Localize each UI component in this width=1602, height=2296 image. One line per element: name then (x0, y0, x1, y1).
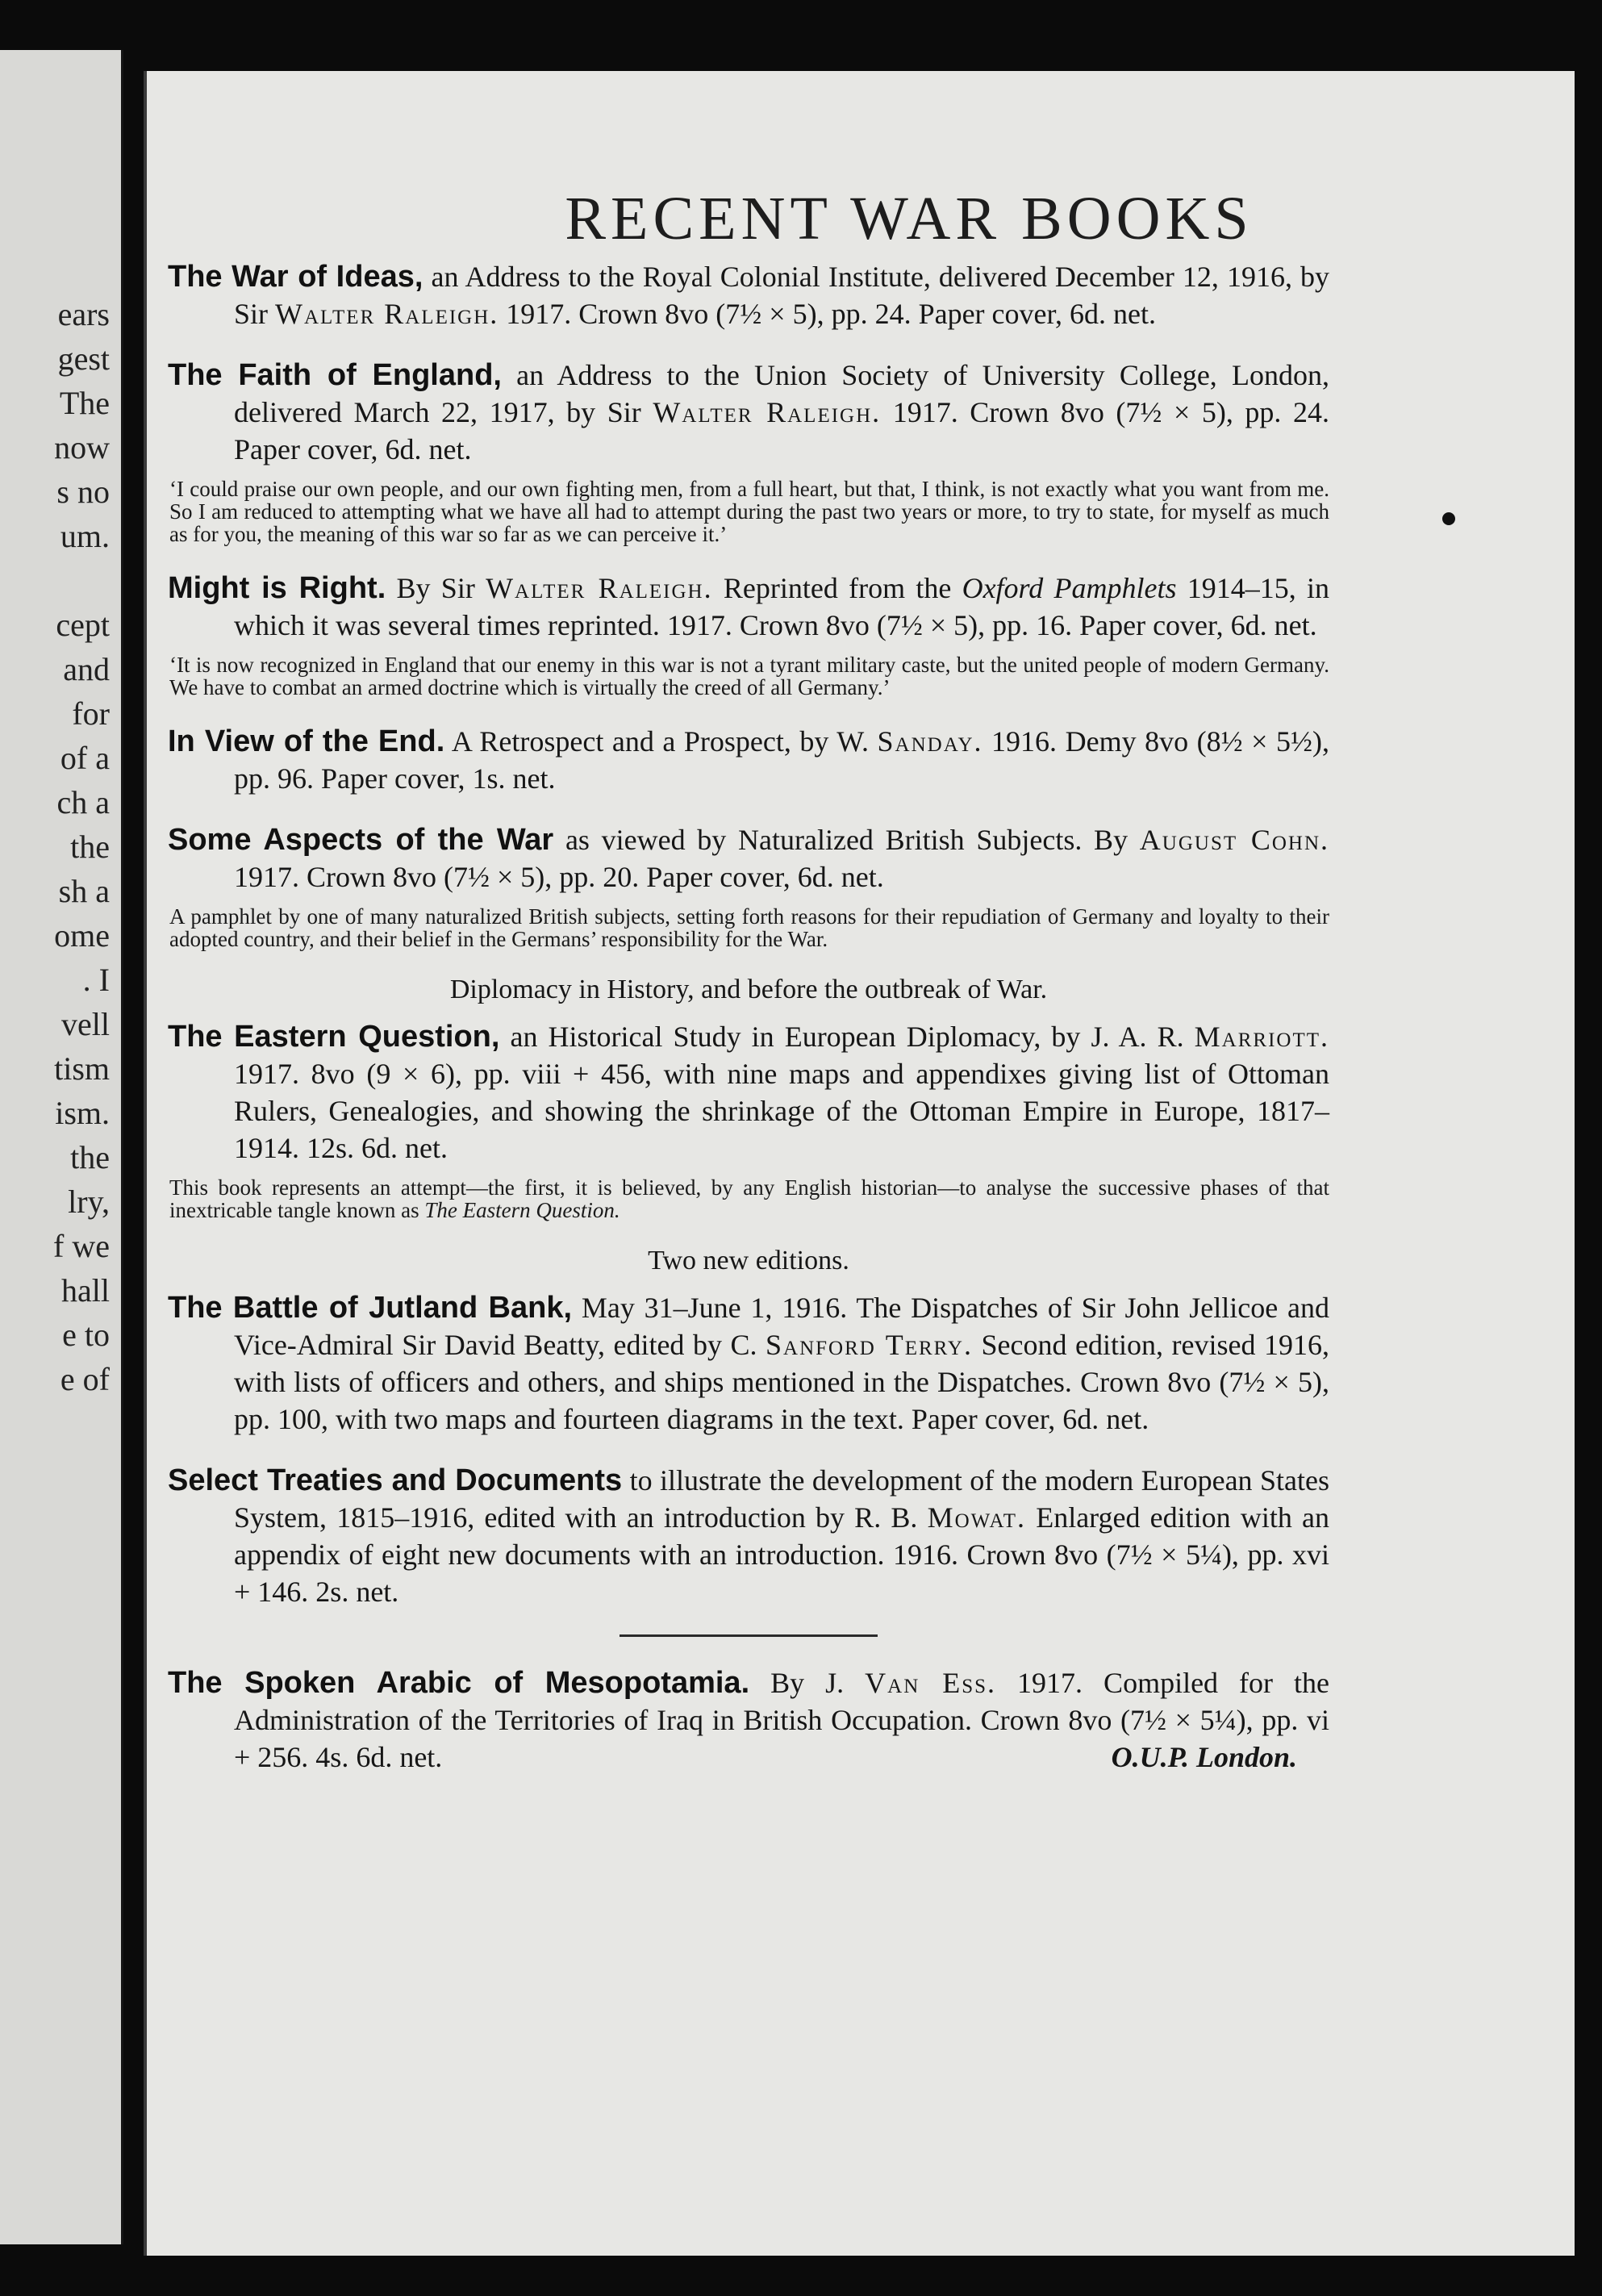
entry-body (168, 1289, 1329, 1438)
book-entry (168, 1289, 1329, 1438)
fragment-line: the (70, 1139, 110, 1175)
book-title: Might is Right. (168, 571, 386, 605)
author-name: Walter Raleigh. (653, 396, 882, 428)
book-entry (168, 258, 1329, 332)
ink-dot-mark (1442, 512, 1455, 525)
fragment-line: tism (54, 1050, 110, 1087)
entry-details: 1914–15, in which it was several times reprinted. 1917. Crown 8vo (7½ × 5), pp. 16. Paper cover, 6d. net. (234, 572, 1330, 641)
fragment-line: ome (54, 917, 110, 954)
series-title: Oxford Pamphlets (962, 572, 1177, 604)
entry-details: 1917. Compiled for the Administration of the Territories of Iraq in British Occupation. Crown 8vo (7½ × 5¼), pp. vi + 256. 4s. 6d. net. (234, 1667, 1329, 1773)
fragment-line: um. (60, 518, 110, 554)
entry-body (168, 821, 1329, 895)
fragment-line: of a (60, 740, 110, 776)
book-title: The War of Ideas, (168, 260, 423, 294)
quote-italic: The Eastern Question. (424, 1198, 620, 1222)
fragment-line: . I (82, 962, 110, 998)
fragment-line: now (54, 429, 110, 465)
publisher-imprint: O.U.P. London. (1111, 1741, 1297, 1773)
entry-quote: ‘It is now recognized in England that our enemy in this war is not a tyrant military caste, but the united people of modern Germany. We have to combat an armed doctrine which is virtually the creed of all Germany.’ (169, 653, 1329, 699)
author-name: Van Ess. (865, 1667, 997, 1699)
entry-body (168, 357, 1329, 468)
entry-details: 1917. 8vo (9 × 6), pp. viii + 456, with nine maps and appendixes giving list of Ottoman Rulers, Genealogies, and showing the shrinkage of the Ottoman Empire in Europe, 1817–1914. 12s. 6d. net. (234, 1058, 1329, 1164)
fragment-gap (53, 558, 110, 603)
fragment-line: vell (61, 1006, 110, 1042)
entry-text: A Retrospect and a Prospect, by W. (444, 725, 878, 758)
entry-details: 1916. Demy 8vo (8½ × 5½), pp. 96. Paper cover, 1s. net. (234, 725, 1330, 795)
fragment-line: ch a (56, 784, 110, 820)
fragment-line: sh a (58, 873, 110, 909)
book-entry (168, 1664, 1329, 1776)
fragment-line: ism. (55, 1095, 110, 1131)
entry-details: Enlarged edition with an appendix of eight new documents with an introduction. 1916. Crown 8vo (7½ × 5¼), pp. xvi + 146. 2s. net. (234, 1501, 1329, 1608)
fragment-line: e to (62, 1317, 110, 1353)
book-title: The Faith of England, (168, 358, 502, 392)
book-entry (168, 357, 1329, 545)
entry-quote: ‘I could praise our own people, and our own fighting men, from a full heart, but that, I think, is not exactly what you want from me. So I am reduced to attempting what we have all had to attempt during the past two years or more, to try to state, for myself as much as for you, the meaning of this war so far as we can perceive it.’ (169, 477, 1329, 546)
fragment-line: f we (53, 1228, 110, 1264)
section-heading: Two new editions. (648, 1246, 849, 1275)
entry-text: By Sir (386, 572, 486, 604)
divider-rule (620, 1634, 878, 1637)
entry-body (168, 570, 1329, 644)
book-title: In View of the End. (168, 724, 445, 758)
author-name: Walter Raleigh. (275, 298, 499, 330)
quote-text: This book represents an attempt—the first, it is believed, by any English historian—to analyse the successive phases of that inextricable tangle known as (169, 1175, 1329, 1222)
entry-text: Reprinted from the (712, 572, 962, 604)
entry-quote: A pamphlet by one of many naturalized British subjects, setting forth reasons for their repudiation of Germany and loyalty to their adopted country, and their belief in the Germans’ responsibility for the War. (169, 904, 1329, 951)
left-page-text (53, 292, 110, 1401)
book-entry (168, 1462, 1329, 1610)
fragment-line: The (59, 385, 110, 421)
book-title: Select Treaties and Documents (168, 1463, 623, 1497)
author-name: Mowat. (927, 1501, 1027, 1534)
book-list-page (144, 71, 1575, 2256)
fragment-line: lry, (68, 1183, 110, 1220)
left-page-fragment (0, 50, 123, 2244)
author-name: August Cohn. (1139, 824, 1330, 856)
entry-text: to illustrate the development of the modern European States System, 1815–1916, edited with an introduction by R. B. (234, 1464, 1329, 1534)
book-title: Some Aspects of the War (168, 823, 554, 857)
entry-body (168, 1462, 1329, 1610)
entry-body (168, 723, 1329, 797)
entry-body (168, 1018, 1329, 1167)
fragment-line: ears (57, 296, 110, 332)
entries-list (168, 258, 1329, 1800)
fragment-line: e of (60, 1361, 110, 1397)
fragment-line: for (72, 695, 110, 732)
book-entry (168, 570, 1329, 699)
author-name: Sanday. (877, 725, 983, 758)
book-title: The Spoken Arabic of Mesopotamia. (168, 1666, 750, 1700)
fragment-line: the (70, 829, 110, 865)
book-title: The Eastern Question, (168, 1020, 500, 1054)
entry-text: an Historical Study in European Diplomacy, by J. A. R. (499, 1021, 1195, 1053)
fragment-line: s no (56, 474, 110, 510)
fragment-line: and (63, 651, 110, 687)
entry-text: an Address to the Royal Colonial Institute, delivered December 12, 1916, by Sir (234, 261, 1330, 330)
book-title: The Battle of Jutland Bank, (168, 1291, 573, 1325)
entry-text: as viewed by Naturalized British Subjects. By (553, 824, 1140, 856)
page-title: RECENT WAR BOOKS (565, 185, 1254, 253)
entry-text: May 31–June 1, 1916. The Dispatches of Sir John Jellicoe and Vice-Admiral Sir David Beatty, edited by C. (234, 1292, 1329, 1361)
entry-text: By J. (749, 1667, 866, 1699)
book-entry (168, 821, 1329, 950)
entry-body (168, 258, 1329, 332)
entry-details: Second edition, revised 1916, with lists of officers and others, and ships mentioned in the Dispatches. Crown 8vo (7½ × 5), pp. 100, with two maps and fourteen diagrams in the text. Paper cover, 6d. net. (234, 1329, 1330, 1435)
book-entry (168, 1018, 1329, 1221)
entry-quote (168, 1176, 1329, 1221)
fragment-line: gest (57, 340, 110, 377)
author-name: Marriott. (1194, 1021, 1329, 1053)
entry-body (168, 1664, 1329, 1776)
section-heading: Diplomacy in History, and before the outbreak of War. (449, 975, 1048, 1004)
entry-text: an Address to the Union Society of University College, London, delivered March 22, 1917, by Sir (234, 359, 1330, 428)
fragment-line: hall (61, 1272, 110, 1309)
author-name: Walter Raleigh. (486, 572, 713, 604)
entry-details: 1917. Crown 8vo (7½ × 5), pp. 24. Paper cover, 6d. net. (234, 396, 1329, 465)
entry-details: 1917. Crown 8vo (7½ × 5), pp. 20. Paper cover, 6d. net. (234, 861, 884, 893)
fragment-line: cept (56, 607, 110, 643)
entry-details: 1917. Crown 8vo (7½ × 5), pp. 24. Paper cover, 6d. net. (499, 298, 1157, 330)
author-name: Sanford Terry. (766, 1329, 973, 1361)
book-entry (168, 723, 1329, 797)
